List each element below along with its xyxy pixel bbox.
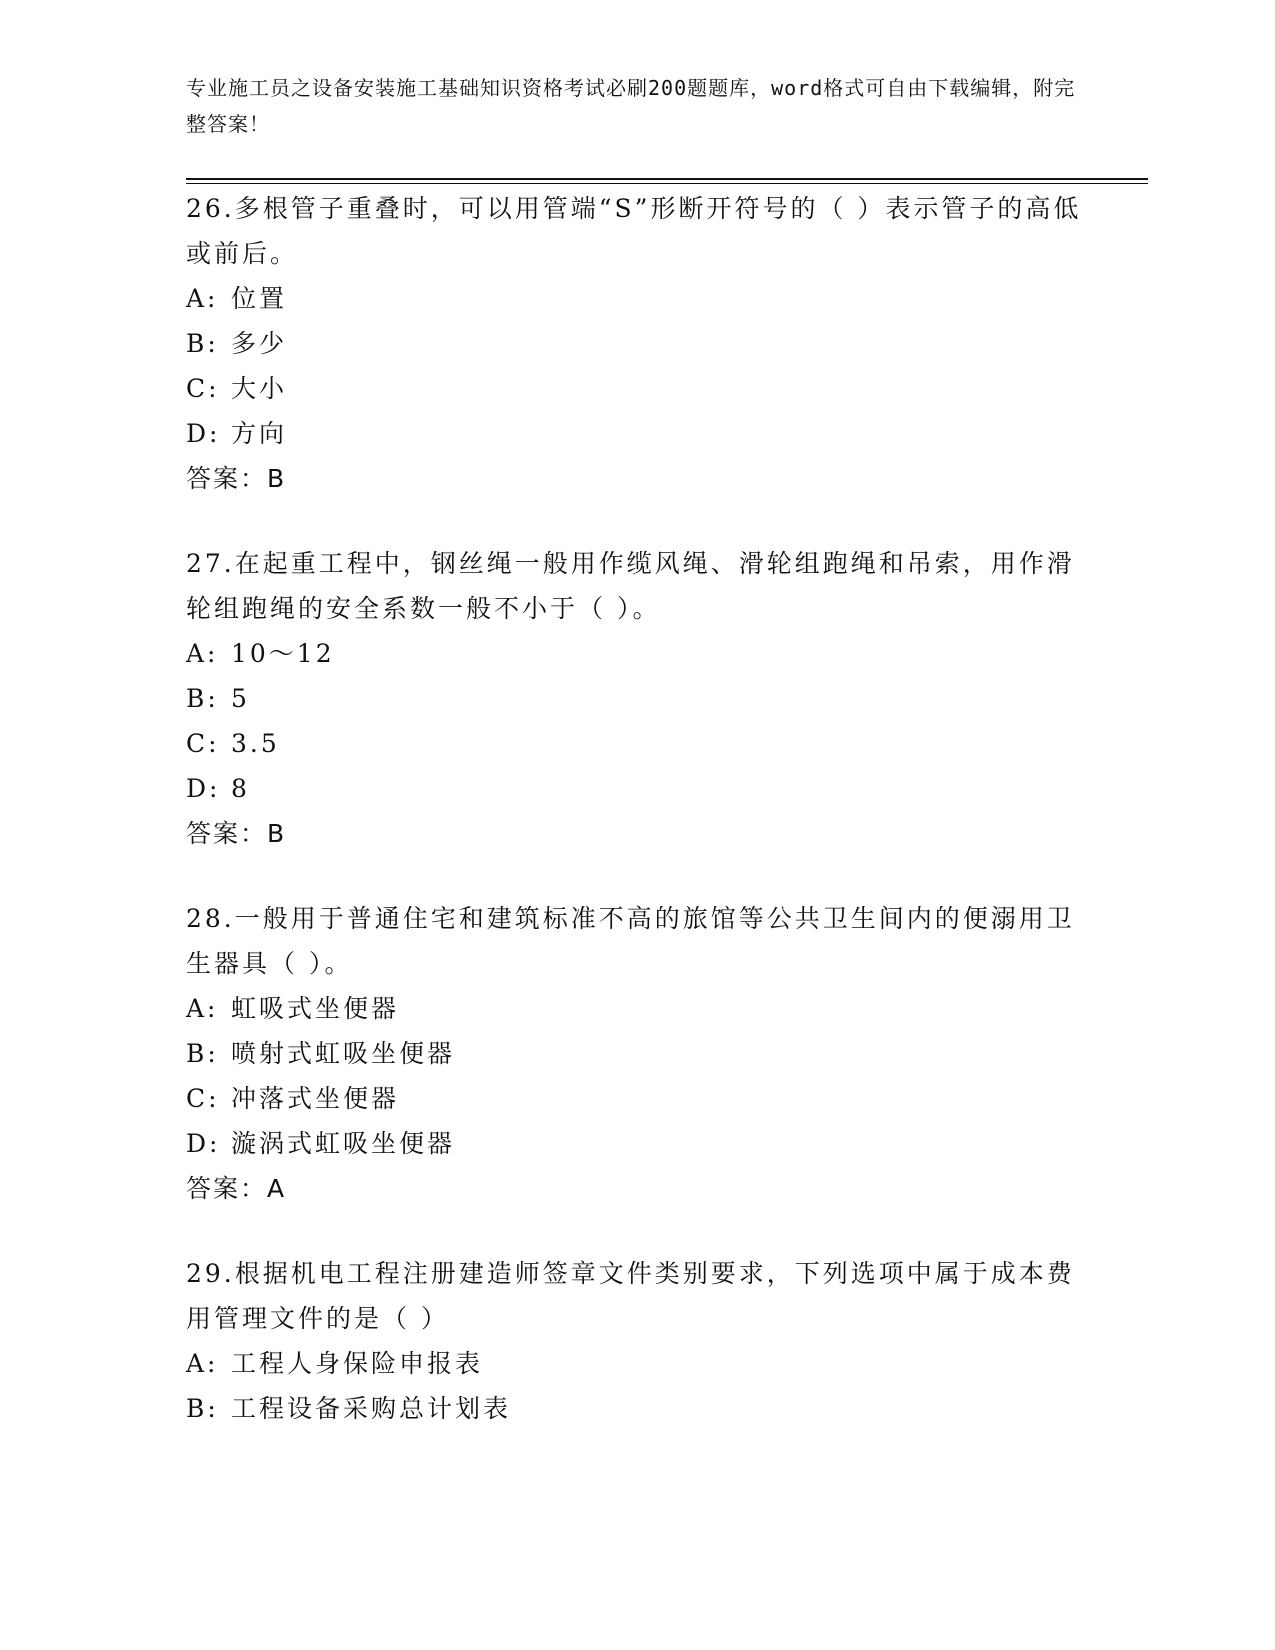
option-c bbox=[186, 721, 1086, 766]
option-c bbox=[186, 366, 1086, 411]
option-text: 10～12 bbox=[231, 639, 335, 668]
option-label: A: bbox=[186, 639, 219, 668]
answer-line: 答案：A bbox=[186, 1174, 287, 1203]
option-text: 5 bbox=[231, 684, 250, 713]
option-label: C: bbox=[186, 374, 220, 403]
question-29 bbox=[186, 1251, 1086, 1431]
option-label: A: bbox=[186, 284, 219, 313]
option-d bbox=[186, 1121, 1086, 1166]
option-text: 喷射式虹吸坐便器 bbox=[231, 1039, 456, 1068]
option-b bbox=[186, 676, 1086, 721]
answer-line: 答案：B bbox=[186, 464, 287, 493]
option-text: 3.5 bbox=[231, 729, 280, 758]
option-a bbox=[186, 1341, 1086, 1386]
question-text: 27.在起重工程中，钢丝绳一般用作缆风绳、滑轮组跑绳和吊索，用作滑轮组跑绳的安全系数一般不小于（ ）。 bbox=[186, 549, 1075, 623]
option-text: 工程人身保险申报表 bbox=[231, 1349, 484, 1378]
option-text: 位置 bbox=[231, 284, 288, 313]
option-a bbox=[186, 986, 1086, 1031]
question-28 bbox=[186, 896, 1086, 1211]
question-27 bbox=[186, 541, 1086, 856]
option-d bbox=[186, 411, 1086, 456]
option-text: 漩涡式虹吸坐便器 bbox=[231, 1129, 456, 1158]
option-d bbox=[186, 766, 1086, 811]
option-label: C: bbox=[186, 729, 220, 758]
option-a bbox=[186, 631, 1086, 676]
question-text: 26.多根管子重叠时，可以用管端“S”形断开符号的（ ）表示管子的高低或前后。 bbox=[186, 194, 1082, 268]
option-text: 虹吸式坐便器 bbox=[231, 994, 400, 1023]
option-b bbox=[186, 1031, 1086, 1076]
option-label: D: bbox=[186, 1129, 221, 1158]
option-text: 工程设备采购总计划表 bbox=[231, 1394, 512, 1423]
option-a bbox=[186, 276, 1086, 321]
option-label: B: bbox=[186, 1039, 219, 1068]
option-c bbox=[186, 1076, 1086, 1121]
question-text: 28.一般用于普通住宅和建筑标准不高的旅馆等公共卫生间内的便溺用卫生器具（ ）。 bbox=[186, 904, 1075, 978]
document-header: 专业施工员之设备安装施工基础知识资格考试必刷200题题库，word格式可自由下载编辑，附完整答案！ bbox=[186, 76, 1076, 136]
option-text: 冲落式坐便器 bbox=[231, 1084, 400, 1113]
question-text: 29.根据机电工程注册建造师签章文件类别要求，下列选项中属于成本费用管理文件的是（ ） bbox=[186, 1259, 1075, 1333]
option-b bbox=[186, 1386, 1086, 1431]
option-text: 多少 bbox=[231, 329, 288, 358]
option-label: A: bbox=[186, 994, 219, 1023]
option-text: 大小 bbox=[231, 374, 288, 403]
option-label: D: bbox=[186, 419, 221, 448]
option-label: B: bbox=[186, 329, 219, 358]
option-label: A: bbox=[186, 1349, 219, 1378]
option-label: D: bbox=[186, 774, 221, 803]
option-text: 方向 bbox=[231, 419, 288, 448]
option-label: B: bbox=[186, 1394, 219, 1423]
option-text: 8 bbox=[231, 774, 250, 803]
option-b bbox=[186, 321, 1086, 366]
header-divider bbox=[186, 178, 1148, 184]
question-list bbox=[186, 186, 1086, 1471]
option-label: B: bbox=[186, 684, 219, 713]
question-26 bbox=[186, 186, 1086, 501]
option-label: C: bbox=[186, 1084, 220, 1113]
answer-line: 答案：B bbox=[186, 819, 287, 848]
